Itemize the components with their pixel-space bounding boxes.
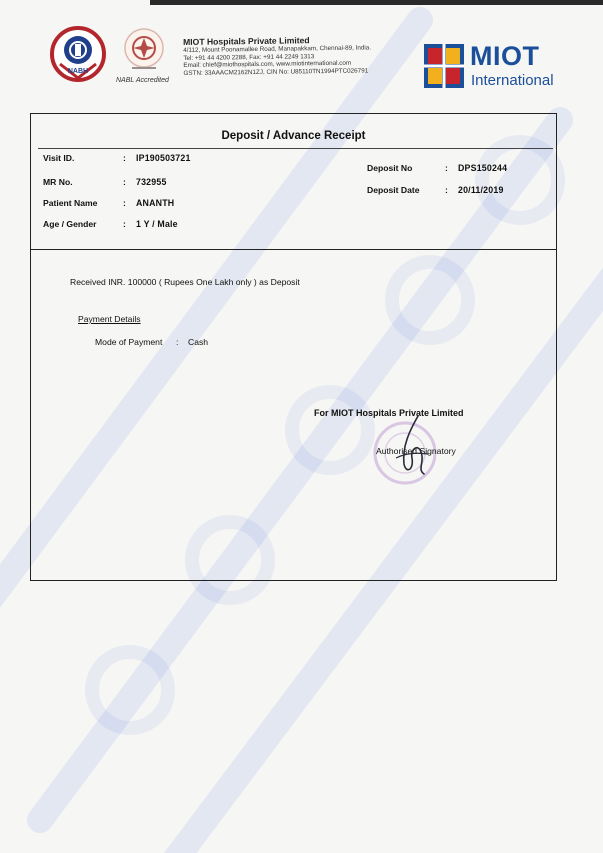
miot-brand-word: MIOT [470,41,540,71]
patient-name-colon: : [123,198,126,208]
mode-of-payment-label: Mode of Payment [95,337,163,347]
visit-id-colon: : [123,153,126,163]
nabl-logo-icon [121,26,167,76]
company-address-block [183,34,416,78]
company-address: 4/112, Mount Poonamallee Road, Manapakkam, Chennai-89, India. [183,44,372,54]
received-amount-text: Received INR. 100000 ( Rupees One Lakh only ) as Deposit [70,277,300,287]
payment-details-heading: Payment Details [78,314,141,324]
nabh-label: NABH [67,68,89,75]
mr-no-label: MR No. [43,177,73,187]
receipt-frame [30,113,557,581]
company-contact: Tel: +91 44 4200 2288, Fax: +91 44 2249 1313 [183,52,315,62]
section-divider [30,249,557,250]
authorised-signatory-label: Authorised Signatory [376,446,456,456]
visit-id-value: IP190503721 [136,153,191,163]
signature-icon [388,412,438,480]
visit-id-label: Visit ID. [43,153,75,163]
age-gender-label: Age / Gender [43,219,97,229]
nabl-caption: NABL Accredited [116,77,169,84]
mode-of-payment-colon: : [176,337,179,347]
patient-name-label: Patient Name [43,198,98,208]
title-underline [38,148,553,149]
company-name: MIOT Hospitals Private Limited [183,35,310,47]
company-web: Email: chief@miothospitals.com, www.miotinternational.com [183,59,352,70]
deposit-date-label: Deposit Date [367,185,420,195]
miot-emblem-icon [424,44,464,88]
nabh-logo-icon [50,26,106,82]
company-gst: GSTN: 33AAACM2162N1ZJ, CIN No: U85110TN1994PTC026791 [183,67,369,77]
top-shadow-band [150,0,603,5]
for-company-text: For MIOT Hospitals Private Limited [314,408,464,418]
deposit-no-label: Deposit No [367,163,413,173]
age-gender-value: 1 Y / Male [136,219,178,229]
deposit-date-value: 20/11/2019 [458,185,504,195]
mode-of-payment-value: Cash [188,337,209,347]
mr-no-colon: : [123,177,126,187]
mr-no-value: 732955 [136,177,167,187]
miot-brand-sub: International [471,72,554,89]
deposit-no-colon: : [445,163,448,173]
age-gender-colon: : [123,219,126,229]
patient-name-value: ANANTH [136,198,175,208]
deposit-no-value: DPS150244 [458,163,508,173]
receipt-title: Deposit / Advance Receipt [221,130,366,142]
deposit-date-colon: : [445,185,448,195]
